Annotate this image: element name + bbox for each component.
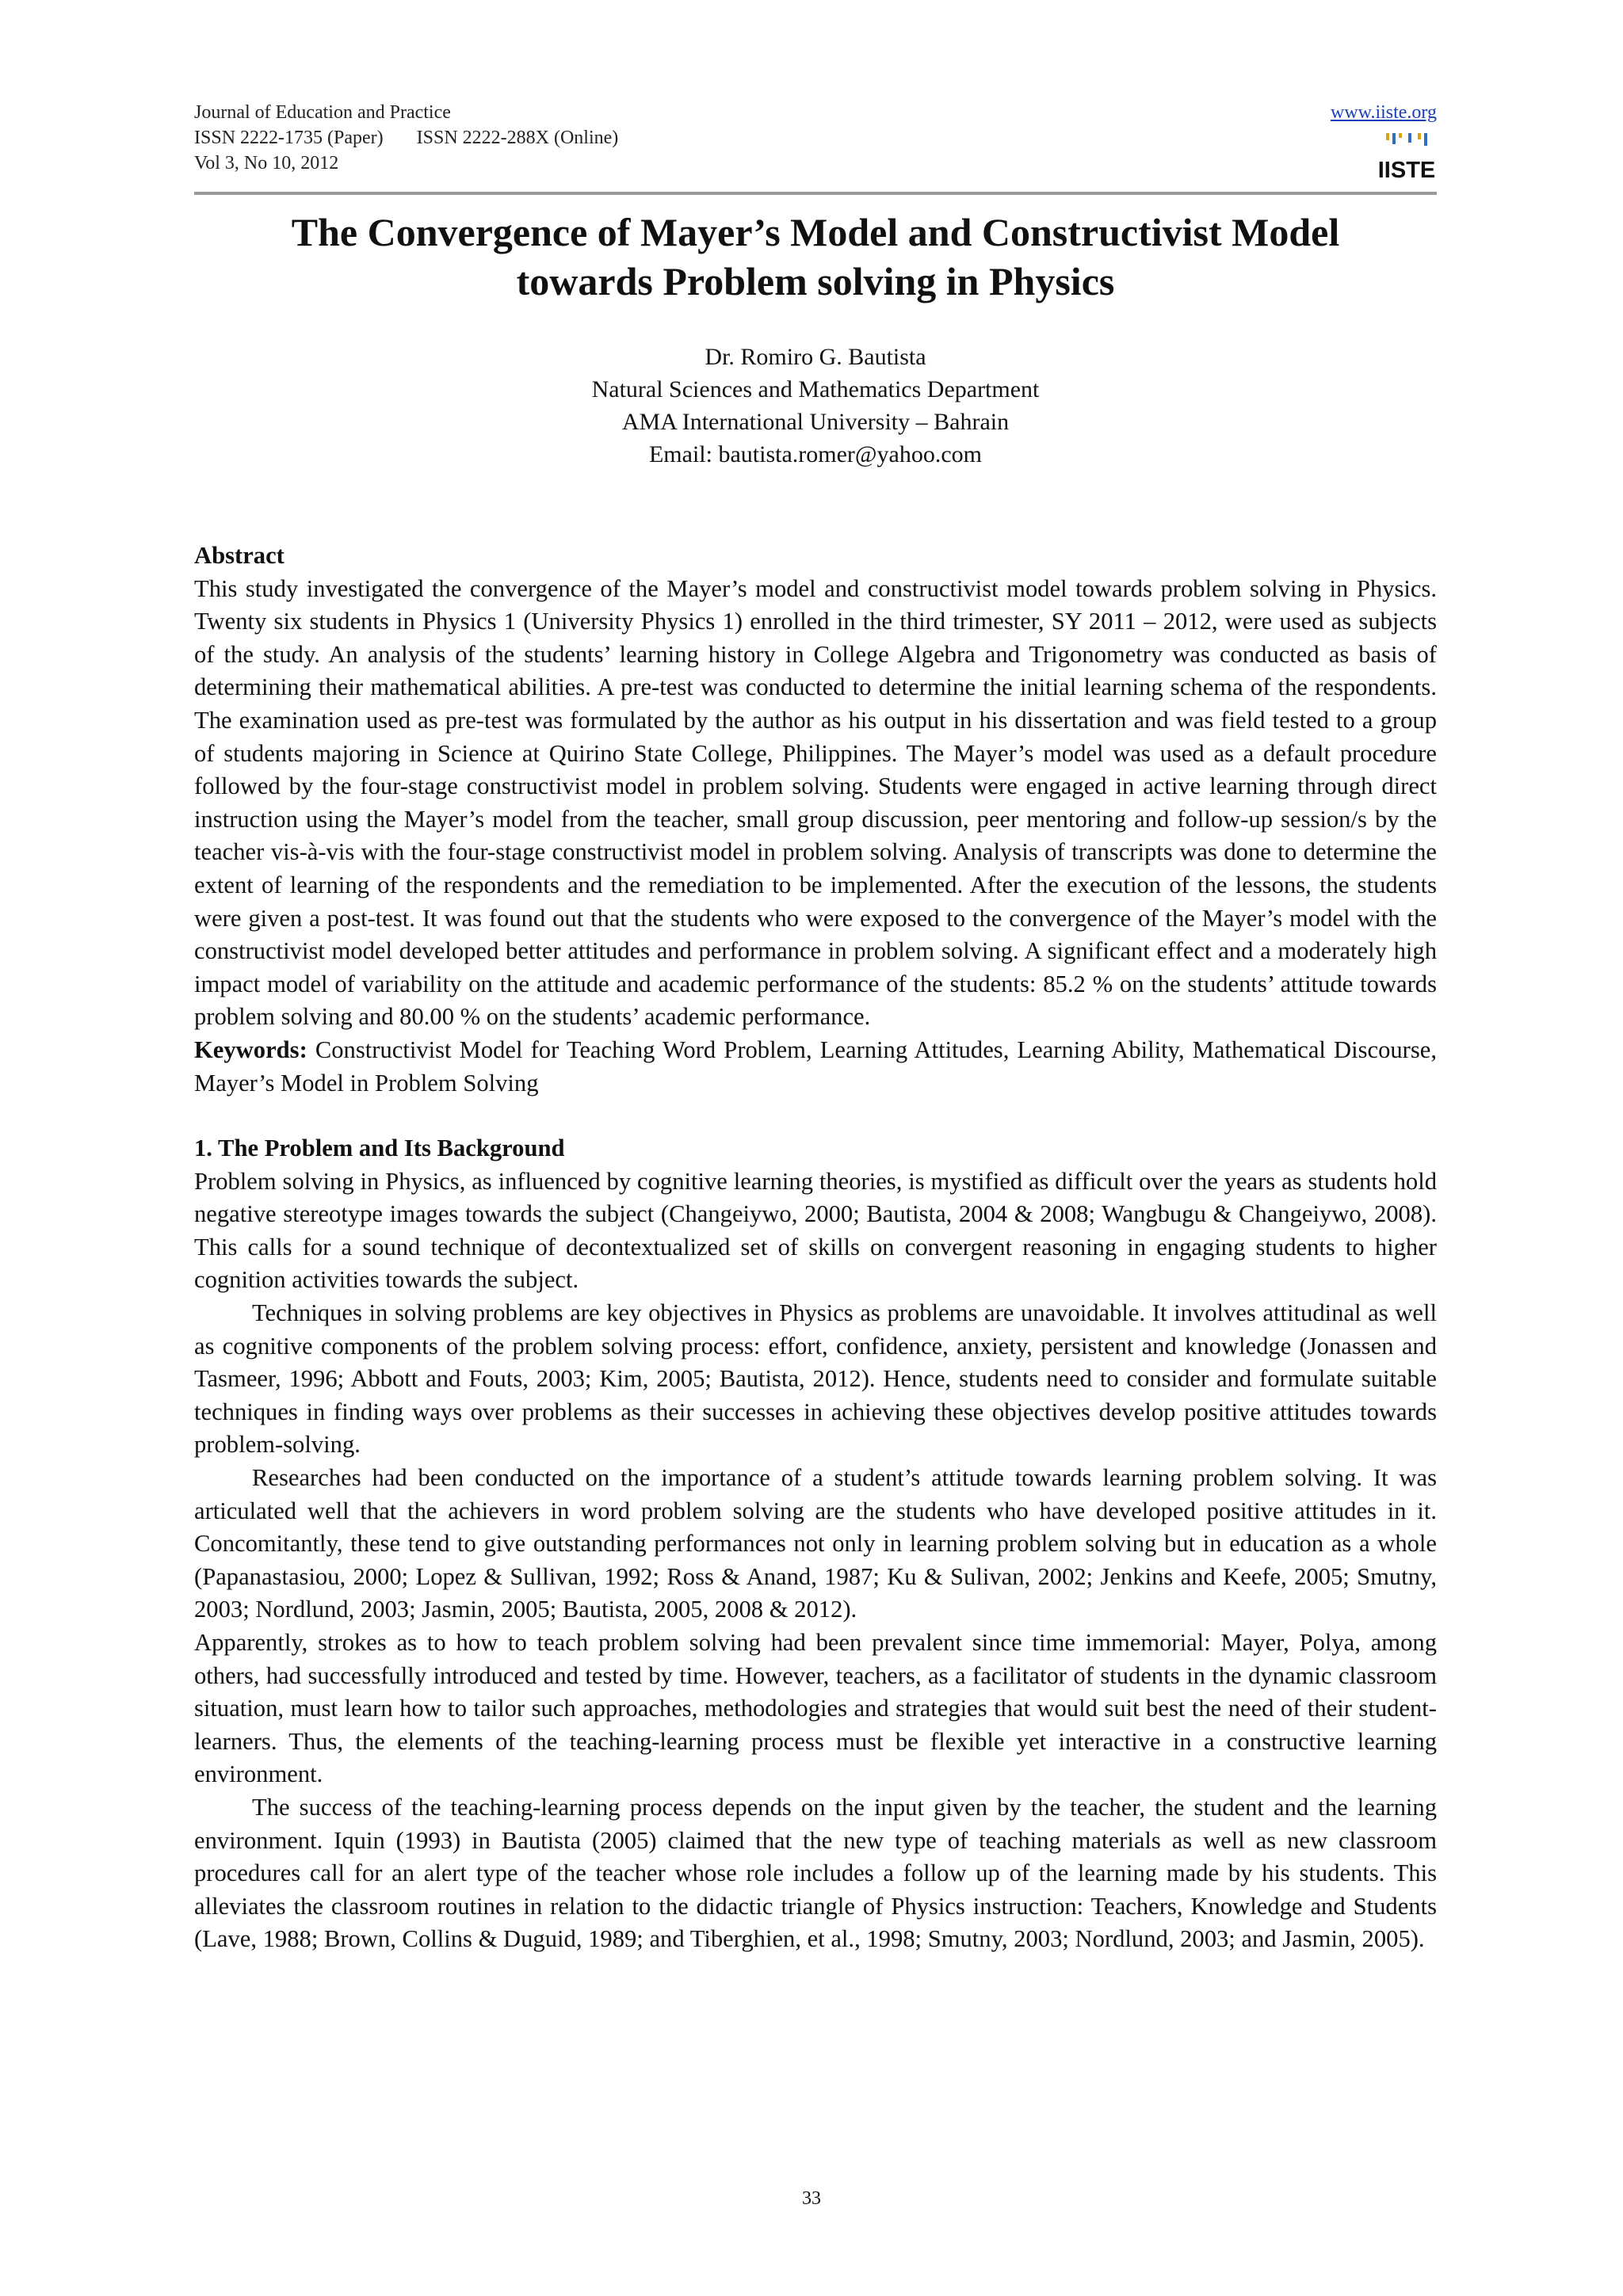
author-email: Email: bautista.romer@yahoo.com bbox=[648, 441, 982, 467]
abstract-heading: Abstract bbox=[194, 542, 285, 569]
author-university: AMA International University – Bahrain bbox=[621, 409, 1010, 435]
paragraph-4: Apparently, strokes as to how to teach problem solving had been prevalent since time immemorial: Mayer, Polya, among others, had successfully introduced and tested by time. However, teachers, as a facilitator of students in the dynamic classroom situation, must learn how to tailor such approaches, methodologies and strategies that would suit best the need of their student-learners. Thus, the elements of the teaching-learning process must be flexible yet interactive in a constructive learning environment. bbox=[194, 1629, 1437, 1788]
paper-title bbox=[194, 208, 1437, 306]
paragraph-5: The success of the teaching-learning process depends on the input given by the teacher, the student and the learning environment. Iquin (1993) in Bautista (2005) claimed that the new type of teaching materials as well as new classroom procedures call for an alert type of the teacher whose role includes a follow up of the learning made by his students. This alleviates the classroom routines in relation to the didactic triangle of Physics instruction: Teachers, Knowledge and Students (Lave, 1988; Brown, Collins & Duguid, 1989; and Tiberghien, et al., 1998; Smutny, 2003; Nordlund, 2003; and Jasmin, 2005). bbox=[194, 1793, 1437, 1953]
journal-url-link[interactable]: www.iiste.org bbox=[1331, 102, 1437, 123]
issn-online: ISSN 2222-288X (Online) bbox=[416, 128, 619, 148]
header-divider bbox=[194, 192, 1437, 195]
keywords-label: Keywords: bbox=[194, 1035, 307, 1063]
issn-line bbox=[194, 125, 1437, 151]
author-department: Natural Sciences and Mathematics Department bbox=[591, 376, 1040, 402]
iiste-logo-icon bbox=[1378, 132, 1435, 184]
title-line-2: towards Problem solving in Physics bbox=[516, 259, 1115, 303]
page-number: 33 bbox=[802, 2188, 821, 2209]
paragraph-2: Techniques in solving problems are key objectives in Physics as problems are unavoidable. It involves attitudinal as well as cognitive components of the problem solving process: effort, confidence, anxiety, persistent and knowledge (Jonassen and Tasmeer, 1996; Abbott and Fouts, 2003; Kim, 2005; Bautista, 2012). Hence, students need to consider and formulate suitable techniques in finding ways over problems as their successes in achieving these objectives develop positive attitudes towards problem-solving. bbox=[194, 1299, 1437, 1459]
title-line-1: The Convergence of Mayer’s Model and Constructivist Model bbox=[291, 210, 1340, 254]
abstract-text: This study investigated the convergence of the Mayer’s model and constructivist model towards problem solving in Physics. Twenty six students in Physics 1 (University Physics 1) enrolled in the third trimester, SY 2011 – 2012, were used as subjects of the study. An analysis of the students’ learning history in College Algebra and Trigonometry was conducted as basis of determining their mathematical abilities. A pre-test was conducted to determine the initial learning schema of the respondents. The examination used as pre-test was formulated by the author as his output in his dissertation and was field tested to a group of students majoring in Science at Quirino State College, Philippines. The Mayer’s model was used as a default procedure followed by the four-stage constructivist model in problem solving. Students were engaged in active learning through direct instruction using the Mayer’s model from the teacher, small group discussion, peer mentoring and follow-up session/s by the teacher vis-à-vis with the four-stage constructivist model in problem solving. Analysis of transcripts was done to determine the extent of learning of the respondents and the remediation to be implemented. After the execution of the lessons, the students were given a post-test. It was found out that the students who were exposed to the convergence of the Mayer’s model with the constructivist model developed better attitudes and performance in problem solving. A significant effect and a moderately high impact model of variability on the attitude and academic performance of the students: 85.2 % on the students’ attitude towards problem solving and 80.00 % on the students’ academic performance. bbox=[194, 574, 1437, 1031]
author-name: Dr. Romiro G. Bautista bbox=[705, 344, 926, 370]
section-heading: 1. The Problem and Its Background bbox=[194, 1135, 565, 1162]
paragraph-1: Problem solving in Physics, as influenced by cognitive learning theories, is mystified as difficult over the years as students hold negative stereotype images towards the subject (Changeiywo, 2000; Bautista, 2004 & 2008; Wangbugu & Changeiywo, 2008). This calls for a sound technique of decontextualized set of skills on convergent reasoning in engaging students to higher cognition activities towards the subject. bbox=[194, 1167, 1437, 1294]
journal-name: Journal of Education and Practice bbox=[194, 102, 451, 123]
volume-info: Vol 3, No 10, 2012 bbox=[194, 153, 339, 174]
keywords-line bbox=[194, 1034, 1437, 1100]
paragraph-3: Researches had been conducted on the importance of a student’s attitude towards learning problem solving. It was articulated well that the achievers in word problem solving are the students who have developed positive attitudes in it. Concomitantly, these tend to give outstanding performances not only in learning problem solving but in education as a whole (Papanastasiou, 2000; Lopez & Sullivan, 1992; Ross & Anand, 1987; Ku & Sulivan, 2002; Jenkins and Keefe, 2005; Smutny, 2003; Nordlund, 2003; Jasmin, 2005; Bautista, 2005, 2008 & 2012). bbox=[194, 1464, 1437, 1623]
author-block bbox=[194, 341, 1437, 471]
issn-paper: ISSN 2222-1735 (Paper) bbox=[194, 128, 384, 148]
section-spacer bbox=[194, 1100, 1437, 1132]
journal-header bbox=[194, 100, 1437, 187]
keywords-text: Constructivist Model for Teaching Word Problem, Learning Attitudes, Learning Ability, Mathematical Discourse, Mayer’s Model in Problem Solving bbox=[194, 1035, 1437, 1097]
paper-body bbox=[194, 540, 1437, 1956]
logo-text: IISTE bbox=[1378, 158, 1435, 183]
